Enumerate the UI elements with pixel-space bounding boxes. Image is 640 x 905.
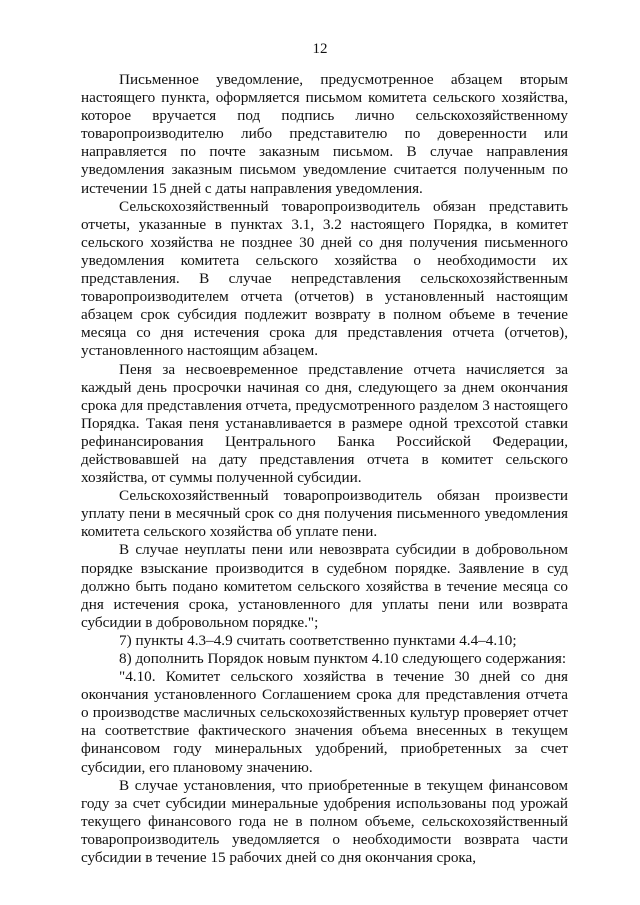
paragraph-clause-4-10: "4.10. Комитет сельского хозяйства в течение 30 дней со дня окончания установленного Соглашением срока для представления отчета о производстве масличных сельскохозяйственных культур проверяет отчет на соответствие фактического значения объема внесенных в текущем финансовом году минеральных удобрений, приобретенных за счет субсидии, его плановому значению. <box>81 668 568 776</box>
paragraph-item-8: 8) дополнить Порядок новым пунктом 4.10 следующего содержания: <box>119 650 567 667</box>
document-body <box>81 71 568 867</box>
paragraph-court-recovery: В случае неуплаты пени или невозврата субсидии в добровольном порядке взыскание производится в судебном порядке. Заявление в суд должно быть подано комитетом сельского хозяйства в течение месяца со дня истечения срока, установленного для уплаты пени или возврата субсидии в добровольном порядке."; <box>81 541 568 631</box>
paragraph-penalty: Пеня за несвоевременное представление отчета начисляется за каждый день просрочки начиная со дня, следующего за днем окончания срока для представления отчета, предусмотренного разделом 3 настоящего Порядка. Такая пеня устанавливается в размере одной трехсотой ставки рефинансирования Центрального Банка Российской Федерации, действовавшей на дату представления отчета в комитет сельского хозяйства, от суммы полученной субсидии. <box>81 360 568 487</box>
paragraph-penalty-payment: Сельскохозяйственный товаропроизводитель обязан произвести уплату пени в месячный срок со дня получения письменного уведомления комитета сельского хозяйства об уплате пени. <box>81 487 568 541</box>
page-number: 12 <box>312 41 328 57</box>
paragraph-item-7: 7) пункты 4.3–4.9 считать соответственно пунктами 4.4–4.10; <box>119 631 517 649</box>
paragraph-refund-case: В случае установления, что приобретенные в текущем финансовом году за счет субсидии минеральные удобрения использованы под урожай текущего финансового года не в полном объеме, сельскохозяйственный товаропроизводитель уведомляется о необходимости возврата части субсидии в течение 15 рабочих дней со дня окончания срока, <box>81 776 568 867</box>
paragraph-written-notice: Письменное уведомление, предусмотренное абзацем вторым настоящего пункта, оформляется письмом комитета сельского хозяйства, которое вручается под подпись лично сельскохозяйственному товаропроизводителю либо представителю по доверенности или направляется по почте заказным письмом. В случае направления уведомления заказным письмом уведомление считается полученным по истечении 15 дней с даты направления уведомления. <box>81 71 568 197</box>
paragraph-report-obligation: Сельскохозяйственный товаропроизводитель обязан представить отчеты, указанные в пунктах 3.1, 3.2 настоящего Порядка, в комитет сельского хозяйства не позднее 30 дней со дня получения письменного уведомления комитета сельского хозяйства о необходимости их представления. В случае непредставления сельскохозяйственным товаропроизводителем отчета (отчетов) в установленный настоящим абзацем срок субсидия подлежит возврату в полном объеме в течение месяца со дня истечения срока для представления отчета (отчетов), установленного настоящим абзацем. <box>81 197 568 360</box>
